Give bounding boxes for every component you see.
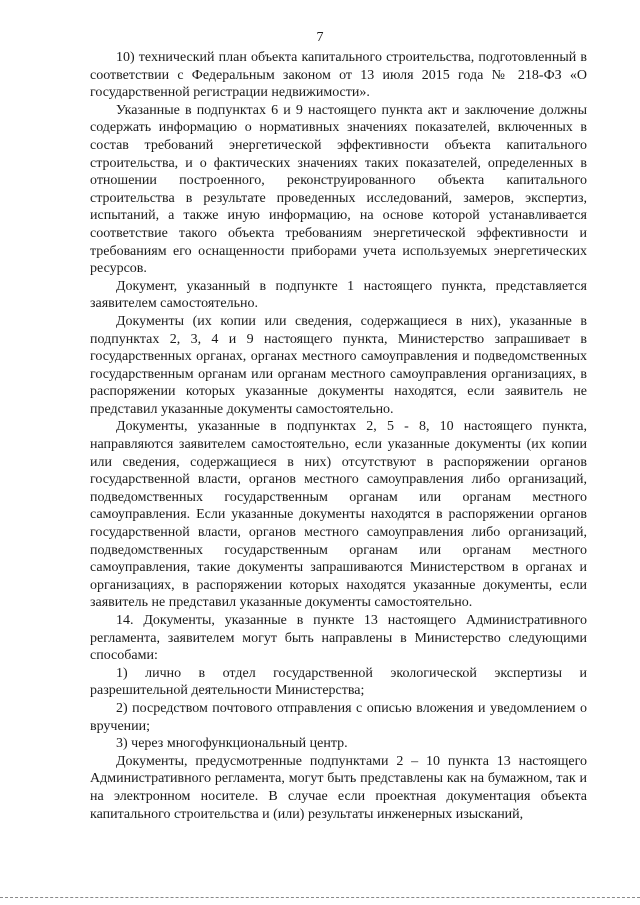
paragraph-item-14: 14. Документы, указанные в пункте 13 настоящего Административного регламента, заявителем могут быть направлены в Министерство следующими способами: bbox=[90, 613, 587, 664]
page-number: 7 bbox=[316, 30, 324, 45]
paragraph-ministry-requests: Документы (их копии или сведения, содержащиеся в них), указанные в подпунктах 2, 3, 4 и 9 настоящего пункта, Министерство запрашивает в государственных органах, органах местного самоуправления и подведомственных государственным органам или органам местного самоуправления организациях, в распоряжении которых указанные документы находятся, если заявитель не представил указанные документы самостоятельно. bbox=[90, 313, 587, 417]
paragraph-method-post: 2) посредством почтового отправления с описью вложения и уведомлением о вручении; bbox=[90, 700, 587, 734]
paragraph-item-10: 10) технический план объекта капитального строительства, подготовленный в соответствии с Федеральным законом от 13 июля 2015 года № 218-ФЗ «О государственной регистрации недвижимости». bbox=[90, 50, 587, 101]
footer-dashed-rule bbox=[0, 897, 640, 898]
paragraph-energy-efficiency: Указанные в подпунктах 6 и 9 настоящего пункта акт и заключение должны содержать информацию о нормативных значениях показателей, включенных в состав требований энергетической эффективности объекта капитального строительства, и о фактических значениях таких показателей, определенных в отношении построенного, реконструированного объекта капитального строительства в результате проведенных исследований, замеров, экспертиз, испытаний, а также иную информацию, на основе которой устанавливается соответствие такого объекта требованиям энергетической эффективности и требованиям его оснащенности приборами учета используемых энергетических ресурсов. bbox=[90, 102, 587, 277]
paragraph-paper-electronic: Документы, предусмотренные подпунктами 2 – 10 пункта 13 настоящего Административного регламента, могут быть представлены как на бумажном, так и на электронном носителе. В случае если проектная документация объекта капитального строительства и (или) результаты инженерных изысканий, bbox=[90, 753, 587, 822]
document-body bbox=[90, 49, 587, 823]
paragraph-method-in-person: 1) лично в отдел государственной экологической экспертизы и разрешительной деятельности Министерства; bbox=[90, 665, 587, 699]
paragraph-applicant-submits: Документы, указанные в подпунктах 2, 5 - 8, 10 настоящего пункта, направляются заявителем самостоятельно, если указанные документы (их копии или сведения, содержащиеся в них) отсутствуют в распоряжении органов государственной власти, органов местного самоуправления либо организаций, подведомственных государственным органам или органам местного самоуправления. Если указанные документы находятся в распоряжении органов государственной власти, органов местного самоуправления либо организаций, подведомственных государственным органам или органам местного самоуправления, такие документы запрашиваются Министерством в органах и организациях, в распоряжении которых находятся указанные документы, если заявитель не представил указанные документы самостоятельно. bbox=[90, 419, 587, 611]
paragraph-method-mfc: 3) через многофункциональный центр. bbox=[116, 736, 348, 752]
paragraph-document-self-submission: Документ, указанный в подпункте 1 настоящего пункта, представляется заявителем самостоятельно. bbox=[90, 278, 587, 312]
